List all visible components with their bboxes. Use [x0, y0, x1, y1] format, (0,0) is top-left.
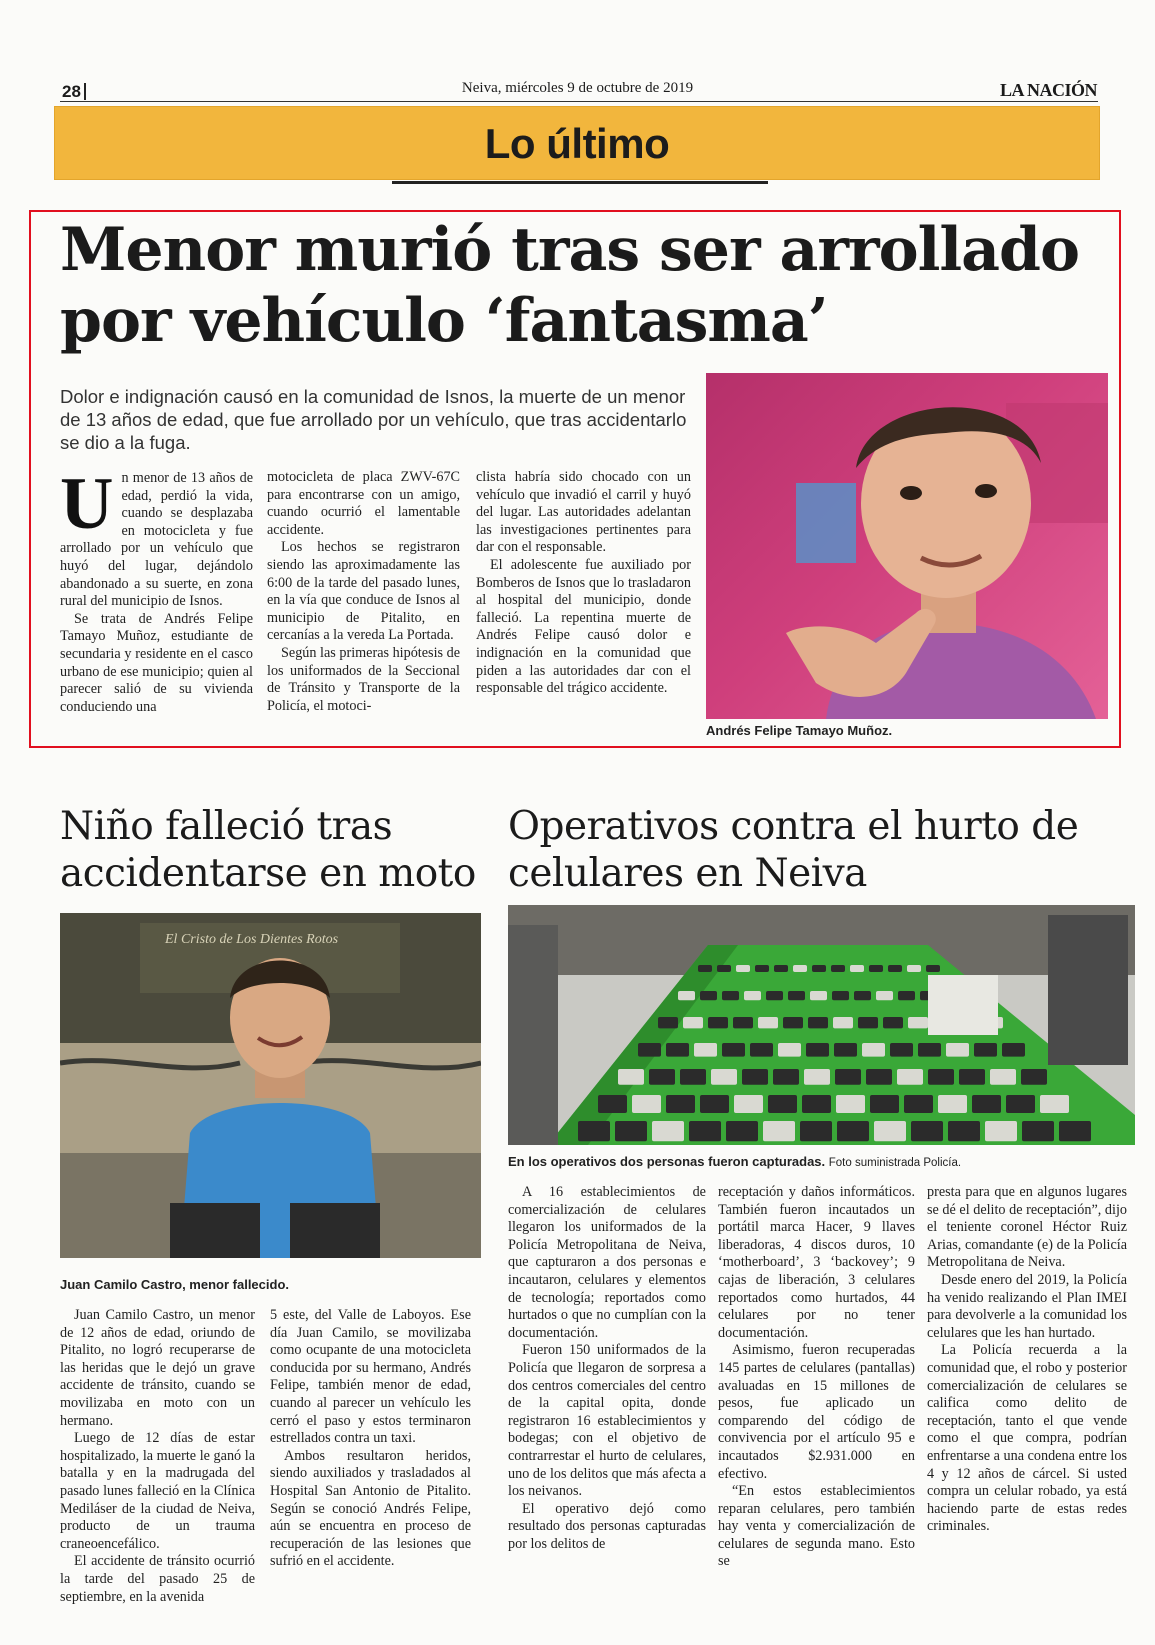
phone-shape — [793, 965, 807, 972]
phone-shape — [768, 1095, 797, 1113]
phone-shape — [700, 991, 717, 1000]
article2-photo-caption: Juan Camilo Castro, menor fallecido. — [60, 1277, 289, 1292]
section-banner — [54, 106, 1100, 180]
dateline: Neiva, miércoles 9 de octubre de 2019 — [461, 80, 694, 96]
phone-shape — [598, 1095, 627, 1113]
phone-shape — [888, 965, 902, 972]
article3-photo-caption — [508, 1154, 961, 1169]
section-underline — [392, 181, 768, 184]
article3-paragraph: Desde enero del 2019, la Policía ha venido realizando el Plan IMEI para devolverle a la comunidad los celulares que les han hurtado. — [927, 1271, 1127, 1341]
article1-paragraph: n menor de 13 años de edad, perdió la vida, cuando se desplazaba en motocicleta y fue arrollado por un vehículo que huyó del lugar, dejándolo abandonado a su suerte, en zona rural del municipio de Isnos. — [60, 470, 253, 610]
phone-shape — [788, 991, 805, 1000]
phone-shape — [831, 965, 845, 972]
article2-paragraph: Juan Camilo Castro, un menor de 12 años de edad, oriundo de Pitalito, no logró recuperarse de las heridas que le dejó un grave accidente de tránsito, cuando se movilizaba en moto con un hermano. — [60, 1307, 255, 1429]
article3-paragraph: Asimismo, fueron recuperadas 145 partes de celulares (pantallas) avaluadas en 15 millones de pesos, fue aplicado un comparendo del código de convivencia por el artículo 95 e incautados $2.931.000 en efectivo. — [718, 1342, 915, 1482]
phone-shape — [918, 1043, 941, 1057]
article2-paragraph: 5 este, del Valle de Laboyos. Ese día Juan Camilo, se movilizaba como ocupante de una motocicleta conducida por su hermano, Andrés Felipe, también menor de edad, cuando al parecer un vehículo les cerró el paso y estos terminaron estrellados contra un taxi. — [270, 1307, 471, 1447]
phone-shape — [750, 1043, 773, 1057]
article3-paragraph: A 16 establecimientos de comercialización de celulares llegaron los uniformados de la Policía Metropolitana de Neiva, que capturaron a dos personas e incautaron, celulares y elementos de tecnología; reportados como hurtados o que no cumplían con la documentación. — [508, 1184, 706, 1341]
phone-shape — [618, 1069, 644, 1085]
phone-shape — [836, 1095, 865, 1113]
phone-shape — [783, 1017, 803, 1028]
phone-shape — [832, 991, 849, 1000]
article3-column-1 — [508, 1184, 706, 1553]
phone-shape — [694, 1043, 717, 1057]
phone-shape — [755, 965, 769, 972]
article1-deck: Dolor e indignación causó en la comunidad de Isnos, la muerte de un menor de 13 años de edad, que fue arrollado por un vehículo, que tras accidentarlo se dio a la fuga. — [60, 386, 687, 453]
phone-shape — [928, 1069, 954, 1085]
article3-paragraph: La Policía recuerda a la comunidad que, el robo y posterior comercialización de celulares se califica como delito de receptación, tanto el que vende como el que compra, podrían enfrentarse a una condena entre los 4 y 12 años de cárcel. Si usted compra un celular robado, ya está haciendo parte de estas redes criminales. — [927, 1342, 1127, 1535]
phone-shape — [972, 1095, 1001, 1113]
phone-shape — [907, 965, 921, 972]
phone-shape — [773, 1069, 799, 1085]
phone-shape — [578, 1121, 610, 1141]
article1-paragraph: motocicleta de placa ZWV-67C para encontrarse con un amigo, cuando ocurrió el lamentable accidente. — [267, 469, 460, 538]
phone-shape — [722, 1043, 745, 1057]
phone-shape — [726, 1121, 758, 1141]
phone-shape — [711, 1069, 737, 1085]
phones-table-illustration — [508, 905, 1135, 1145]
phone-shape — [837, 1121, 869, 1141]
phone-shape — [883, 1017, 903, 1028]
article3-paragraph: presta para que en algunos lugares se dé el delito de receptación”, dijo el teniente coronel Héctor Ruiz Arias, comandante (e) de la Policía Metropolitana de Neiva. — [927, 1184, 1127, 1271]
phone-shape — [834, 1043, 857, 1057]
boy-photo-illustration — [60, 913, 481, 1258]
newspaper-logo: LA NACIÓN — [999, 80, 1097, 100]
phone-shape — [959, 1069, 985, 1085]
article1-paragraph: Según las primeras hipótesis de los uniformados de la Seccional de Tránsito y Transporte de la Policía, el motoci- — [267, 644, 460, 714]
phone-shape — [810, 991, 827, 1000]
phone-shape — [869, 965, 883, 972]
phone-shape — [689, 1121, 721, 1141]
article2-photo — [60, 913, 481, 1258]
phone-shape — [802, 1095, 831, 1113]
article3-column-3 — [927, 1184, 1127, 1536]
phone-shape — [806, 1043, 829, 1057]
phone-shape — [666, 1095, 695, 1113]
phone-shape — [649, 1069, 675, 1085]
article3-paragraph: Fueron 150 uniformados de la Policía que llegaron de sorpresa a dos centros comerciales del centro de la capital opita, donde registraron 16 establecimientos y bodegas; con el objetivo de contrarrestar el hurto de celulares, uno de los delitos que más afecta a los neivanos. — [508, 1342, 706, 1500]
phone-shape — [890, 1043, 913, 1057]
phone-shape — [678, 991, 695, 1000]
phone-shape — [911, 1121, 943, 1141]
page-number: 28 — [62, 82, 81, 101]
article1-column-2 — [267, 469, 460, 715]
phone-shape — [833, 1017, 853, 1028]
article3-headline: Operativos contra el hurto de celulares en Neiva — [508, 804, 1079, 896]
phone-shape — [854, 991, 871, 1000]
article1-paragraph: Los hechos se registraron siendo las aproximadamente las 6:00 de la tarde del pasado lunes, en la vía que conduce de Isnos al municipio de Pitalito, en cercanías a la vereda La Portada. — [267, 539, 460, 644]
portrait-illustration — [706, 373, 1108, 719]
phone-shape — [1022, 1121, 1054, 1141]
section-title: Lo último — [484, 120, 670, 167]
phone-shape — [866, 1069, 892, 1085]
phone-shape — [897, 1069, 923, 1085]
phone-shape — [800, 1121, 832, 1141]
article1-paragraph: El adolescente fue auxiliado por Bomberos de Isnos que lo trasladaron al hospital del municipio, donde falleció. La repentina muerte de Andrés Felipe causó dolor e indignación en la comunidad que piden a las autoridades dar con el responsable del trágico accidente. — [476, 556, 691, 697]
phone-shape — [1002, 1043, 1025, 1057]
article1-headline: Menor murió tras ser arrollado por vehículo ‘fantasma’ — [60, 215, 1080, 356]
article1-paragraph: clista habría sido chocado con un vehículo que invadió el carril y huyó del lugar. Las autoridades adelantan las investigaciones pertinentes para dar con el responsable. — [476, 469, 691, 556]
phone-shape — [946, 1043, 969, 1057]
phone-shape — [744, 991, 761, 1000]
phone-shape — [766, 991, 783, 1000]
article1-photo — [706, 373, 1108, 719]
phone-shape — [876, 991, 893, 1000]
phone-shape — [870, 1095, 899, 1113]
article1-photo-caption: Andrés Felipe Tamayo Muñoz. — [706, 723, 893, 738]
phone-shape — [763, 1121, 795, 1141]
phone-shape — [758, 1017, 778, 1028]
phone-shape — [938, 1095, 967, 1113]
phone-shape — [1040, 1095, 1069, 1113]
phone-shape — [742, 1069, 768, 1085]
phone-shape — [808, 1017, 828, 1028]
article3-column-2 — [718, 1184, 915, 1571]
phone-shape — [652, 1121, 684, 1141]
phone-shape — [904, 1095, 933, 1113]
phone-shape — [733, 1017, 753, 1028]
phone-shape — [1021, 1069, 1047, 1085]
phone-shape — [985, 1121, 1017, 1141]
phone-shape — [658, 1017, 678, 1028]
phone-shape — [804, 1069, 830, 1085]
article2-column-1 — [60, 1307, 255, 1606]
phone-shape — [990, 1069, 1016, 1085]
header-rule — [60, 101, 1098, 102]
phone-shape — [835, 1069, 861, 1085]
phone-shape — [862, 1043, 885, 1057]
article2-headline: Niño falleció tras accidentarse en moto — [60, 804, 476, 896]
phone-shape — [874, 1121, 906, 1141]
article3-photo — [508, 905, 1135, 1145]
phone-shape — [717, 965, 731, 972]
article2-paragraph: El accidente de tránsito ocurrió la tarde del pasado 25 de septiembre, en la avenida — [60, 1553, 255, 1605]
article2-paragraph: Ambos resultaron heridos, siendo auxiliados y trasladados al Hospital San Antonio de Pitalito. Según se conoció Andrés Felipe, aún se encuentra en proceso de recuperación de las lesiones que sufrió en el accidente. — [270, 1447, 471, 1570]
phone-shape — [774, 965, 788, 972]
article3-paragraph: El operativo dejó como resultado dos personas capturadas por los delitos de — [508, 1500, 706, 1552]
article3-paragraph: receptación y daños informáticos. También fueron incautados un portátil marca Hacer, 9 llaves liberadoras, 4 discos duros, 10 ‘motherboard’, 3 ‘backovey’; 9 cajas de liberación, 3 celulares reportados como hurtados, 44 celulares por no tener documentación. — [718, 1184, 915, 1341]
phone-shape — [680, 1069, 706, 1085]
article1-column-1 — [60, 463, 253, 716]
phone-shape — [698, 965, 712, 972]
phone-shape — [708, 1017, 728, 1028]
phone-shape — [812, 965, 826, 972]
phone-shape — [666, 1043, 689, 1057]
phone-shape — [974, 1043, 997, 1057]
article1-column-3 — [476, 469, 691, 698]
phone-shape — [615, 1121, 647, 1141]
photo-sign-text: El Cristo de Los Dientes Rotos — [165, 932, 339, 947]
article1-paragraph: Se trata de Andrés Felipe Tamayo Muñoz, estudiante de secundaria y residente en el casco urbano de ese municipio; quien al parecer salió de su vivienda conduciendo una — [60, 610, 253, 715]
phone-shape — [683, 1017, 703, 1028]
phone-shape — [908, 1017, 928, 1028]
phone-shape — [722, 991, 739, 1000]
article2-paragraph: Luego de 12 días de estar hospitalizado, la muerte le ganó la batalla y en la madrugada del pasado lunes falleció en la Clínica Mediláser de la ciudad de Neiva, producto de un trauma craneoencefálico. — [60, 1430, 255, 1552]
phone-shape — [1006, 1095, 1035, 1113]
phone-shape — [948, 1121, 980, 1141]
phone-shape — [858, 1017, 878, 1028]
phone-shape — [1059, 1121, 1091, 1141]
drop-cap: U — [60, 463, 114, 545]
article2-column-2 — [270, 1307, 471, 1571]
phone-shape — [734, 1095, 763, 1113]
phone-shape — [778, 1043, 801, 1057]
article3-paragraph: “En estos establecimientos reparan celulares, pero también hay venta y comercialización de celulares de segunda mano. Esto se — [718, 1483, 915, 1570]
phone-shape — [898, 991, 915, 1000]
phone-shape — [632, 1095, 661, 1113]
phone-shape — [850, 965, 864, 972]
phone-shape — [926, 965, 940, 972]
photo-credit: Foto suministrada Policía. — [828, 1157, 962, 1169]
phone-shape — [638, 1043, 661, 1057]
photo-caption-text: En los operativos dos personas fueron capturadas. — [508, 1154, 826, 1169]
phone-shape — [736, 965, 750, 972]
phone-shape — [700, 1095, 729, 1113]
